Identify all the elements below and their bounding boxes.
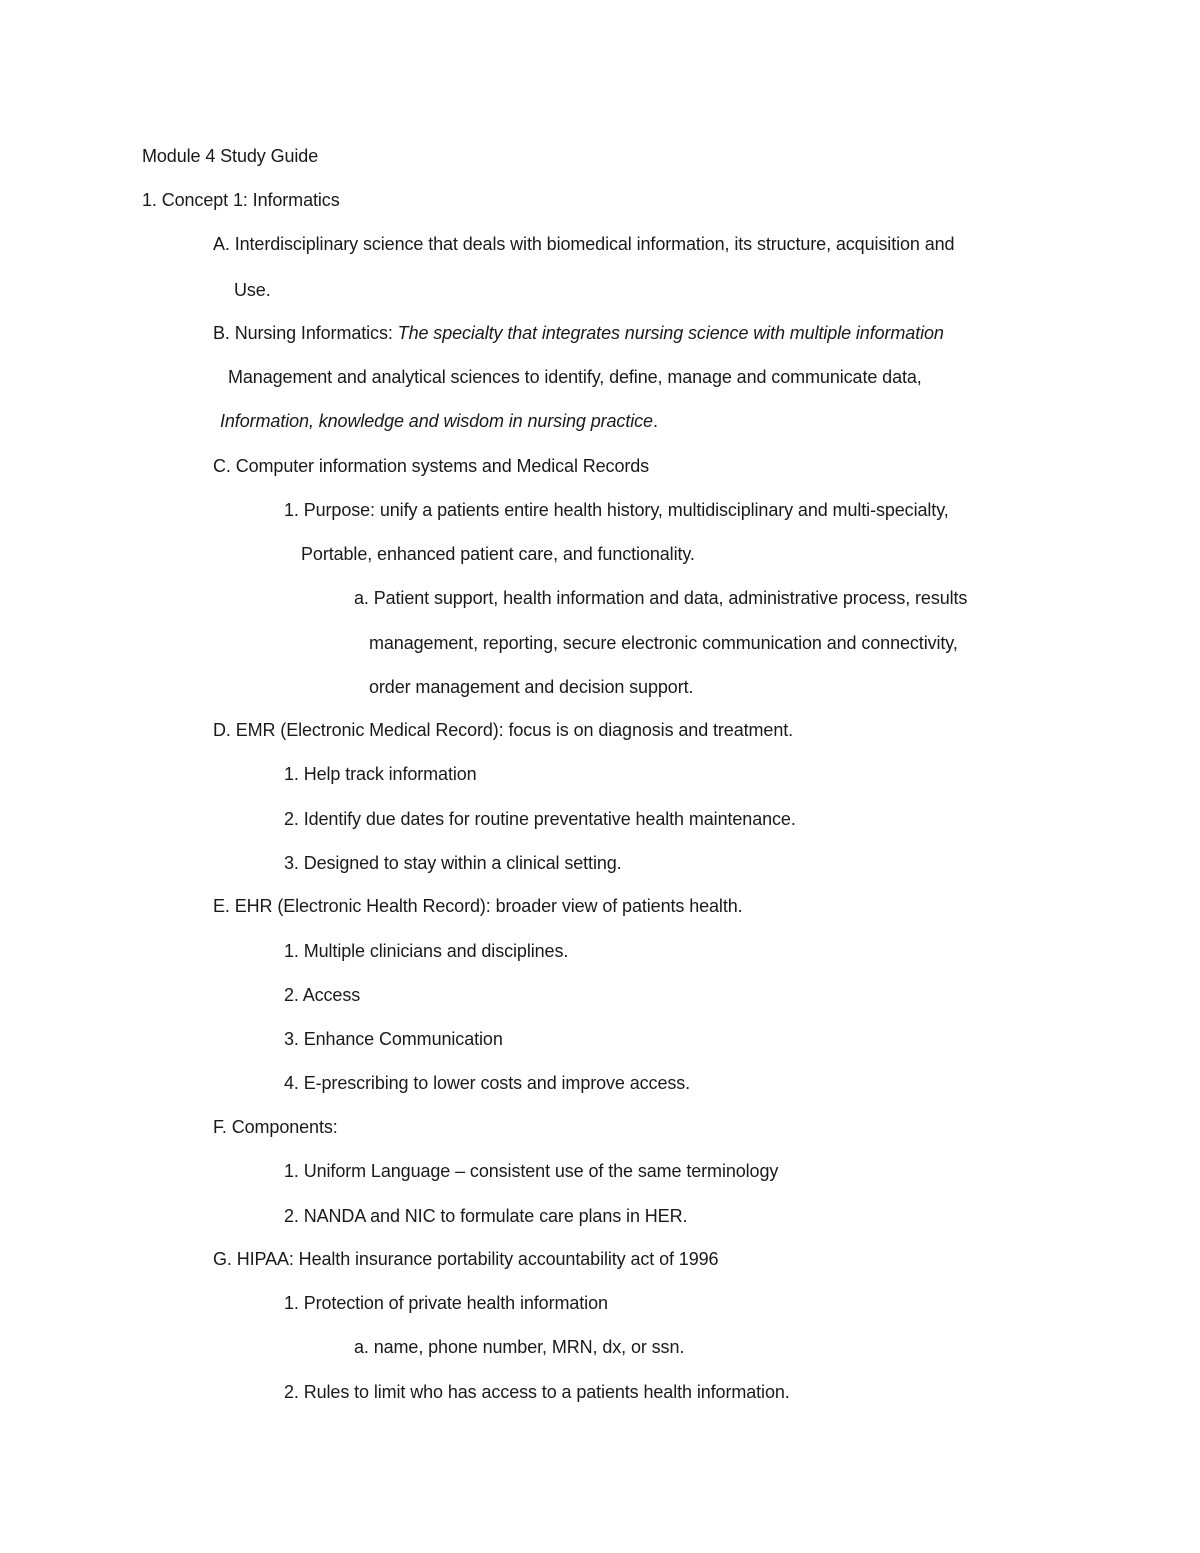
section-f-item: 2. NANDA and NIC to formulate care plans in HER. [284,1206,688,1226]
section-c-sub-a-line3: order management and decision support. [369,677,694,697]
section-d-item: 2. Identify due dates for routine preventative health maintenance. [284,809,796,829]
section-g-item1: 1. Protection of private health information [284,1293,608,1313]
section-e-heading: E. EHR (Electronic Health Record): broader view of patients health. [213,896,743,916]
section-d-heading: D. EMR (Electronic Medical Record): focus is on diagnosis and treatment. [213,720,794,740]
section-d-item: 1. Help track information [284,764,477,784]
section-f-heading: F. Components: [213,1117,338,1137]
section-b-definition: The specialty that integrates nursing science with multiple information [397,323,944,343]
section-c-heading: C. Computer information systems and Medical Records [213,456,650,476]
section-b-line2: Management and analytical sciences to identify, define, manage and communicate data, [228,367,922,387]
section-b-line3 [220,409,658,433]
section-c-purpose-line1: 1. Purpose: unify a patients entire health history, multidisciplinary and multi-specialty, [284,500,949,520]
section-g-item2: 2. Rules to limit who has access to a patients health information. [284,1382,790,1402]
section-a-line1: A. Interdisciplinary science that deals with biomedical information, its structure, acquisition and [213,234,955,254]
section-b-line3-period: . [652,411,658,431]
section-c-sub-a-line1: a. Patient support, health information and data, administrative process, results [354,588,968,608]
section-b-line3-text: Information, knowledge and wisdom in nursing practice [220,411,653,431]
section-g-item1-sub: a. name, phone number, MRN, dx, or ssn. [354,1337,685,1357]
section-f-item: 1. Uniform Language – consistent use of the same terminology [284,1161,779,1181]
section-a-line2: Use. [234,280,271,300]
section-g-heading: G. HIPAA: Health insurance portability accountability act of 1996 [213,1249,719,1269]
section-d-item: 3. Designed to stay within a clinical setting. [284,853,622,873]
section-e-item: 2. Access [284,985,361,1005]
section-b-label: B. Nursing Informatics: [213,323,398,343]
concept-heading: 1. Concept 1: Informatics [142,190,340,210]
section-e-item: 4. E-prescribing to lower costs and improve access. [284,1073,691,1093]
section-c-sub-a-line2: management, reporting, secure electronic communication and connectivity, [369,633,958,653]
document-title: Module 4 Study Guide [142,146,319,166]
section-e-item: 1. Multiple clinicians and disciplines. [284,941,569,961]
section-e-item: 3. Enhance Communication [284,1029,503,1049]
section-c-purpose-line2: Portable, enhanced patient care, and functionality. [301,544,695,564]
section-b-line1 [213,321,944,345]
